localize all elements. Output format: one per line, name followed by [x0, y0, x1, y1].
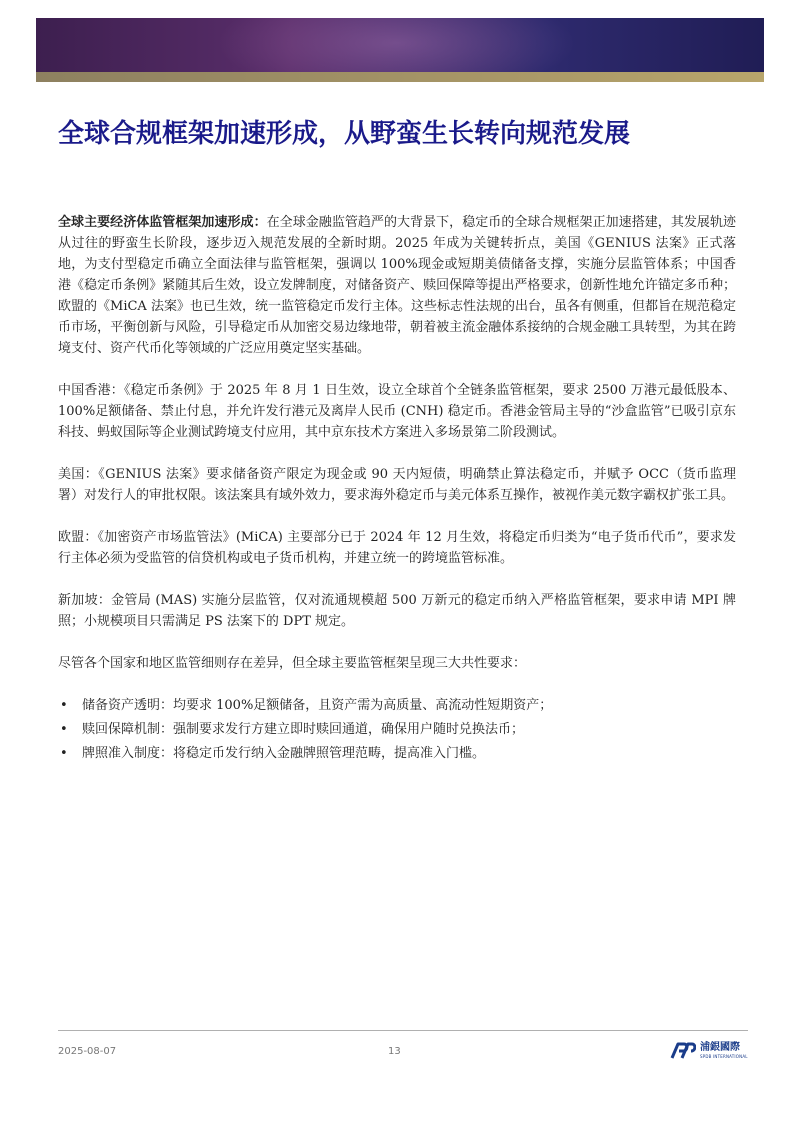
paragraph-eu: 欧盟：《加密资产市场监管法》(MiCA) 主要部分已于 2024 年 12 月生效，将稳定币归类为“电子货币代币”，要求发行主体必须为受监管的信贷机构或电子货币机构，并建立统一的跨境监管标准。 [58, 530, 736, 566]
paragraph-us: 美国：《GENIUS 法案》要求储备资产限定为现金或 90 天内短债，明确禁止算法稳定币，并赋予 OCC（货币监理署）对发行人的审批权限。该法案具有域外效力，要求海外稳定币与美元体系互操作，被视作美元数字霸权扩张工具。 [58, 467, 736, 503]
page-title: 全球合规框架加速形成，从野蛮生长转向规范发展 [58, 119, 631, 149]
body-content [58, 212, 736, 767]
list-item [58, 743, 736, 764]
bullet-icon: • [60, 722, 68, 737]
company-logo [670, 1038, 750, 1064]
logo-text-cn: 浦銀國際 [700, 1042, 740, 1053]
list-item-text: 赎回保障机制：强制要求发行方建立即时赎回通道，确保用户随时兑换法币； [82, 722, 525, 737]
footer-date: 2025-08-07 [58, 1046, 117, 1057]
bullet-icon: • [60, 746, 68, 761]
page-number: 13 [388, 1046, 401, 1057]
paragraph-summary: 尽管各个国家和地区监管细则存在差异，但全球主要监管框架呈现三大共性要求： [58, 656, 527, 671]
banner-glow [216, 18, 576, 72]
intro-paragraph [58, 212, 736, 359]
list-item-text: 储备资产透明：均要求 100%足额储备，且资产需为高质量、高流动性短期资产； [82, 698, 553, 713]
header-stripe [36, 72, 764, 82]
intro-lead: 全球主要经济体监管框架加速形成： [58, 215, 267, 230]
footer-divider [58, 1030, 748, 1031]
list-item [58, 695, 736, 716]
intro-text: 在全球金融监管趋严的大背景下，稳定币的全球合规框架正加速搭建，其发展轨迹从过往的野蛮生长阶段，逐步迈入规范发展的全新时期。2025 年成为关键转折点，美国《GENIUS 法案》正式落地，为支付型稳定币确立全面法律与监管框架，强调以 100%现金或短期美债储备支撑，实施分层监管体系；中国香港《稳定币条例》紧随其后生效，设立发牌制度，对储备资产、赎回保障等提出严格要求，创新性地允许锚定多币种；欧盟的《MiCA 法案》也已生效，统一监管稳定币发行主体。这些标志性法规的出台，虽各有侧重，但都旨在规范稳定币市场，平衡创新与风险，引导稳定币从加密交易边缘地带，朝着被主流金融体系接纳的合规金融工具转型，为其在跨境支付、资产代币化等领域的广泛应用奠定坚实基础。 [58, 215, 736, 356]
list-item [58, 719, 736, 740]
header-banner [36, 18, 764, 72]
paragraph-hongkong: 中国香港：《稳定币条例》于 2025 年 8 月 1 日生效，设立全球首个全链条监管框架，要求 2500 万港元最低股本、100%足额储备、禁止付息，并允许发行港元及离岸人民币 (CNH) 稳定币。香港金管局主导的“沙盒监管”已吸引京东科技、蚂蚁国际等企业测试跨境支付应用，其中京东技术方案进入多场景第二阶段测试。 [58, 383, 736, 440]
paragraph-singapore: 新加坡：金管局 (MAS) 实施分层监管，仅对流通规模超 500 万新元的稳定币纳入严格监管框架，要求申请 MPI 牌照；小规模项目只需满足 PS 法案下的 DPT 规定。 [58, 593, 736, 629]
requirement-list [58, 695, 736, 764]
logo-text-en: SPDB INTERNATIONAL [700, 1054, 748, 1059]
bullet-icon: • [60, 698, 68, 713]
list-item-text: 牌照准入制度：将稳定币发行纳入金融牌照管理范畴，提高准入门槛。 [82, 746, 486, 761]
logo-icon [670, 1042, 696, 1060]
